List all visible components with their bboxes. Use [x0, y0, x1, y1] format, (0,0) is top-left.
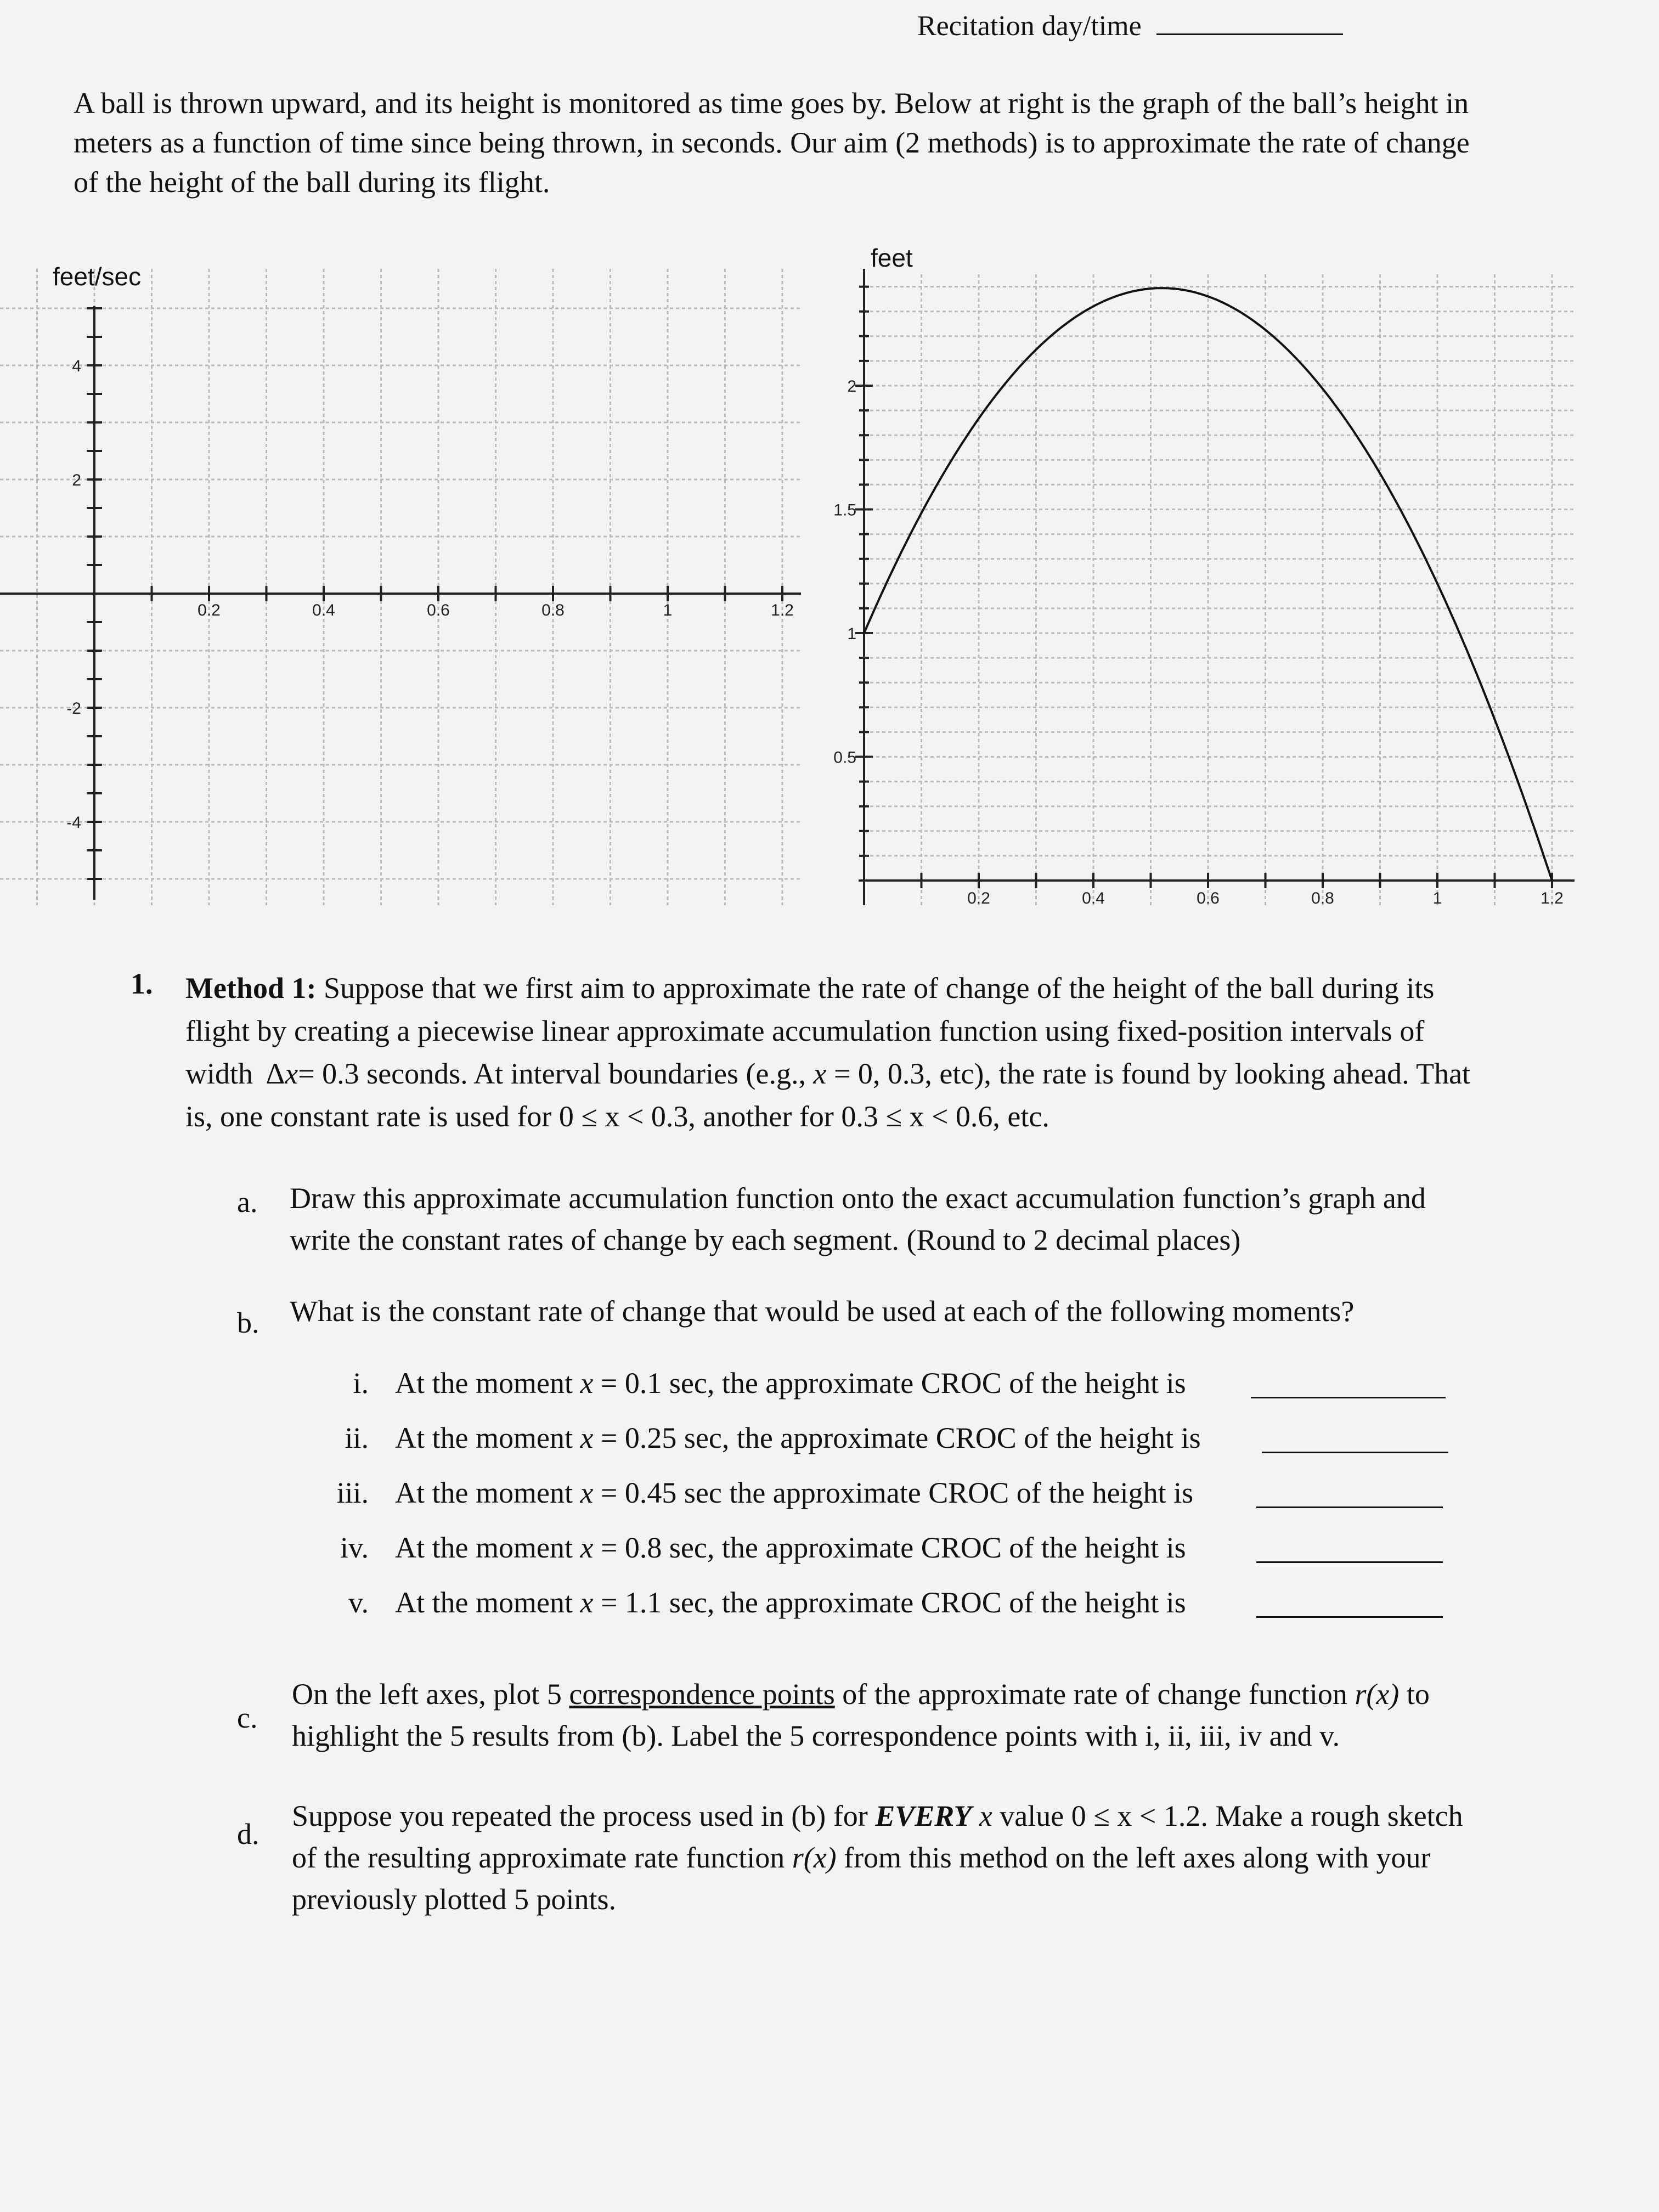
y-tick-label: 4 [72, 357, 81, 375]
interval-ineq-2: 0.3 ≤ x < 0.6 [841, 1100, 993, 1133]
answer-blank-ii[interactable] [1262, 1452, 1448, 1453]
x-tick-label: 0.2 [198, 601, 221, 619]
item-numeral: v. [348, 1586, 369, 1619]
answer-blank-iii[interactable] [1256, 1506, 1443, 1508]
answer-blank-v[interactable] [1256, 1616, 1443, 1618]
q1-text-5: , etc. [992, 1100, 1049, 1133]
recitation-blank[interactable] [1156, 33, 1343, 35]
part-b-letter: b. [237, 1306, 259, 1339]
y-axis-label: feet/sec [53, 262, 142, 291]
item-text: At the moment x = 0.25 sec, the approximate CROC of the height is [395, 1421, 1201, 1454]
part-b-text: What is the constant rate of change that would be used at each of the following moments? [290, 1295, 1355, 1328]
method-label: Method 1: [185, 972, 317, 1005]
q1-number: 1. [131, 967, 153, 1000]
x-tick-label: 0.4 [312, 601, 335, 619]
part-b-item [307, 1421, 1459, 1465]
y-tick-label: -4 [66, 814, 81, 832]
answer-blank-iv[interactable] [1256, 1561, 1443, 1563]
rate-axes-chart[interactable] [0, 258, 801, 933]
q1-text-2: = 0.3 seconds. At interval boundaries (e.g., [298, 1057, 806, 1090]
q1-text-3: = 0, 0.3, etc), the rate is found by looking ahead. That is, one constant rate is used for [185, 1057, 1471, 1133]
y-tick-label: -2 [66, 699, 81, 718]
x-tick-label: 1 [663, 601, 673, 619]
height-chart[interactable] [801, 241, 1580, 933]
x-tick-label: 1.2 [1541, 889, 1564, 907]
y-tick-label: 2 [847, 377, 856, 396]
y-tick-label: 0.5 [833, 748, 856, 767]
item-text: At the moment x = 0.45 sec the approximate CROC of the height is [395, 1476, 1194, 1509]
item-numeral: ii. [345, 1421, 369, 1454]
item-numeral: iii. [336, 1476, 369, 1509]
part-c-text: On the left axes, plot 5 correspondence points of the approximate rate of change function r(x) to highlight the 5 results from (b). Label the 5 correspondence points with i, ii, iii, iv and v. [292, 1678, 1430, 1752]
part-b-item [307, 1585, 1459, 1629]
x-tick-label: 1 [1432, 889, 1442, 907]
x-tick-label: 0.2 [967, 889, 990, 907]
recitation-field [917, 10, 1343, 42]
q1-text-4: , another for [688, 1100, 834, 1133]
part-d-letter: d. [237, 1818, 259, 1850]
item-text: At the moment x = 0.8 sec, the approximate CROC of the height is [395, 1531, 1186, 1564]
interval-ineq-1: 0 ≤ x < 0.3 [558, 1100, 689, 1133]
intro-paragraph: A ball is thrown upward, and its height is monitored as time goes by. Below at right is the graph of the ball’s height in meters as a function of time since being thrown, in seconds. Our aim (2 methods) is to approximate the rate of change of the height of the ball during its flight. [74, 87, 1470, 199]
part-c-letter: c. [237, 1701, 258, 1734]
item-text: At the moment x = 0.1 sec, the approximate CROC of the height is [395, 1367, 1186, 1400]
part-b-item [307, 1476, 1459, 1520]
y-axis-label: feet [871, 244, 913, 272]
part-b-item [307, 1366, 1459, 1410]
part-a-text: Draw this approximate accumulation function onto the exact accumulation function’s graph and write the constant rates of change by each segment. (Round to 2 decimal places) [290, 1182, 1426, 1256]
x-tick-label: 0.6 [1197, 889, 1220, 907]
x-tick-label: 0.8 [1311, 889, 1334, 907]
q1-body [185, 967, 1491, 1138]
q1-text-1: Suppose that we first aim to approximate the rate of change of the height of the ball during its flight by creating a piecewise linear approximate accumulation function using fixed-position intervals of width [185, 972, 1435, 1090]
item-numeral: iv. [340, 1531, 369, 1564]
x-tick-label: 0.8 [541, 601, 565, 619]
part-b-item [307, 1531, 1459, 1575]
y-tick-label: 1 [847, 625, 856, 643]
y-tick-label: 2 [72, 471, 81, 489]
domain-ineq: 0 ≤ x < 1.2 [1071, 1799, 1201, 1832]
recitation-label: Recitation day/time [917, 10, 1142, 42]
correspondence-points: correspondence points [569, 1678, 835, 1711]
x-tick-label: 0.4 [1082, 889, 1105, 907]
x-tick-label: 1.2 [771, 601, 794, 619]
item-numeral: i. [353, 1367, 369, 1400]
part-d-text: Suppose you repeated the process used in (b) for EVERY x value 0 ≤ x < 1.2. Make a rough sketch of the resulting approximate rate function r(x) from this method on the left axes along with your previously plotted 5 points. [292, 1799, 1463, 1916]
answer-blank-i[interactable] [1251, 1397, 1446, 1398]
x-tick-label: 0.6 [427, 601, 450, 619]
function-r: r(x) [792, 1841, 837, 1874]
x-var: x [813, 1057, 827, 1090]
function-r: r(x) [1355, 1678, 1400, 1711]
y-tick-label: 1.5 [833, 501, 856, 520]
delta-x: Δx [266, 1057, 298, 1090]
part-a-letter: a. [237, 1186, 258, 1218]
item-text: At the moment x = 1.1 sec, the approximate CROC of the height is [395, 1586, 1186, 1619]
every-word: EVERY [875, 1799, 972, 1832]
